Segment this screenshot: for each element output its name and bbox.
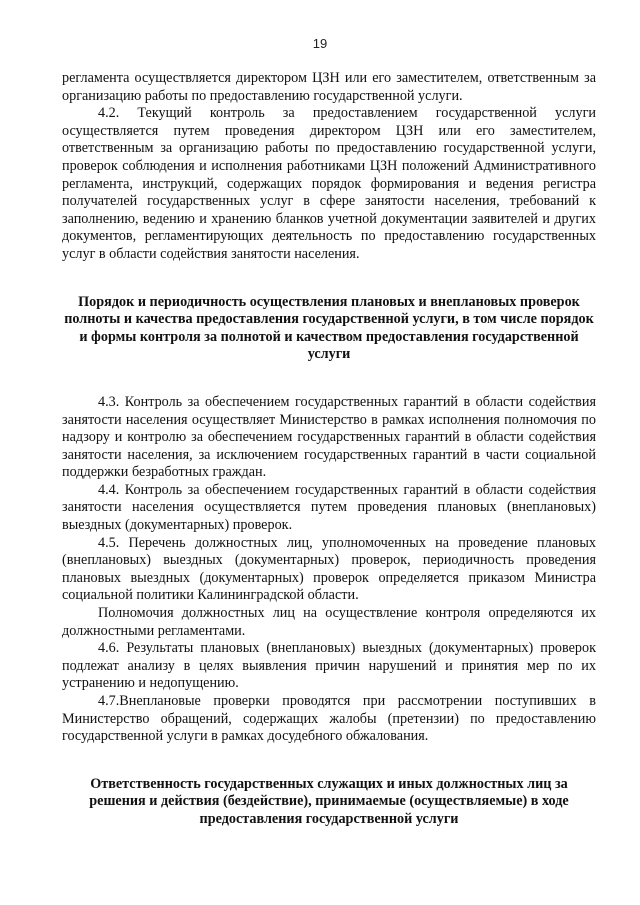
page-number: 19 (312, 36, 328, 51)
paragraph-4-4: 4.4. Контроль за обеспечением государственных гарантий в области содействия занятости населения осуществляется путем проведения плановых (внеплановых) выездных (документарных) проверок. (62, 481, 596, 534)
section-heading-responsibility: Ответственность государственных служащих и иных должностных лиц за решения и действия (бездействие), принимаемые (осуществляемые) в ходе предоставления государственной услуги (89, 775, 569, 827)
paragraph-powers: Полномочия должностных лиц на осуществление контроля определяются их должностными регламентами. (62, 605, 596, 639)
section-heading-inspections: Порядок и периодичность осуществления плановых и внеплановых проверок полноты и качества предоставления государственной услуги, в том числе порядок и формы контроля за полнотой и качеством предоставления государственной услуги (64, 293, 594, 363)
paragraph-4-2: 4.2. Текущий контроль за предоставлением государственной услуги осуществляется путем проведения директором ЦЗН или его заместителем, ответственным за организацию работы по предоставлению государственной услуги, проверок соблюдения и исполнения работниками ЦЗН положений Административного регламента, инструкций, содержащих порядок формирования и ведения регистра получателей государственных услуг в сфере занятости населения, требований к заполнению, ведению и хранению бланков учетной документации заявителей и других документов, регламентирующих деятельность по предоставлению государственных услуг в области содействия занятости населения. (62, 105, 596, 262)
paragraph-4-5: 4.5. Перечень должностных лиц, уполномоченных на проведение плановых (внеплановых) выездных (документарных) проверок, периодичность проведения плановых выездных (документарных) проверок определяется приказом Министра социальной политики Калининградской области. (62, 534, 596, 604)
paragraph-4-6: 4.6. Результаты плановых (внеплановых) выездных (документарных) проверок подлежат анализу в целях выявления причин нарушений и принятия мер по их устранению и недопущению. (62, 640, 596, 692)
paragraph-4-7: 4.7.Внеплановые проверки проводятся при рассмотрении поступивших в Министерство обращений, содержащих жалобы (претензии) по предоставлению государственной услуги в рамках досудебного обжалования. (62, 693, 596, 745)
paragraph-4-3: 4.3. Контроль за обеспечением государственных гарантий в области содействия занятости населения осуществляет Министерство в рамках исполнения полномочия по надзору и контролю за обеспечением государственных гарантий в области содействия занятости населения, за исключением государственных гарантий в части социальной поддержки безработных граждан. (62, 393, 596, 481)
paragraph-continuation: регламента осуществляется директором ЦЗН или его заместителем, ответственным за организацию работы по предоставлению государственной услуги. (62, 70, 596, 104)
document-body (62, 70, 596, 829)
